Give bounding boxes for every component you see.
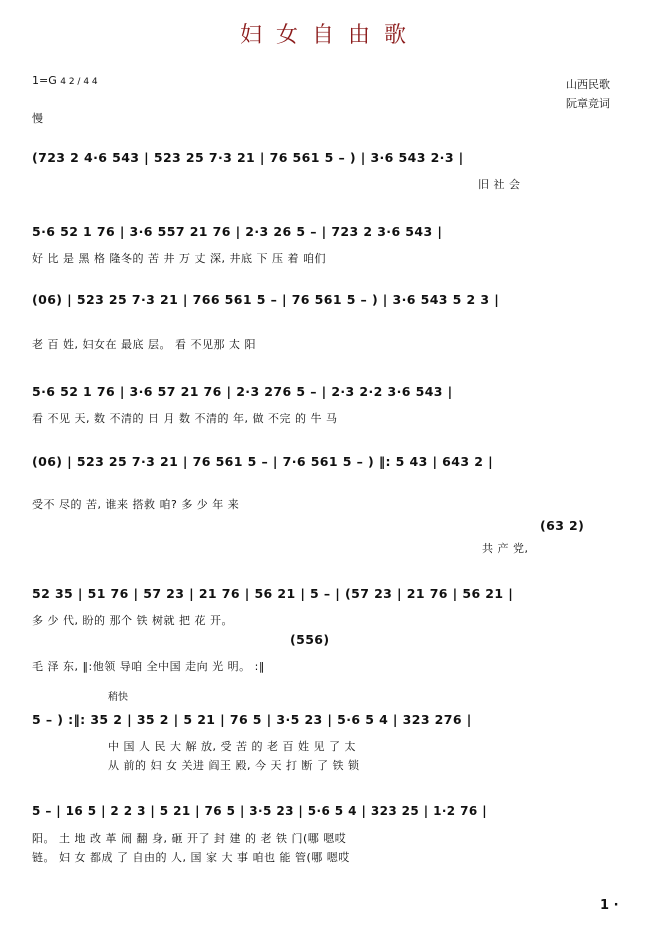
lyric-line: 中 国 人 民 大 解 放, 受 苦 的 老 百 姓 见 了 太 bbox=[108, 740, 356, 753]
lyric-line: 链。 妇 女 都成 了 自由的 人, 国 家 大 事 咱也 能 管(哪 嗯哎 bbox=[32, 851, 350, 864]
lyric-line: 好 比 是 黑 格 隆冬的 苦 井 万 丈 深, 井底 下 压 着 咱们 bbox=[32, 252, 326, 265]
page-number: 1 · bbox=[600, 898, 619, 913]
notation-row: 5 – ) :‖: 35 2 | 35 2 | 5 21 | 76 5 | 3·5 23 | 5·6 5 4 | 323 276 | bbox=[32, 712, 472, 727]
notation-row: (06) | 523 25 7·3 21 | 76 561 5 – | 7·6 561 5 – ) ‖: 5 43 | 643 2 | bbox=[32, 454, 494, 469]
lyric-line: 共 产 党, bbox=[482, 542, 529, 555]
lyric-line: 看 不见 天, 数 不清的 日 月 数 不清的 年, 做 不完 的 牛 马 bbox=[32, 412, 338, 425]
tempo-mark: 慢 bbox=[32, 112, 43, 125]
alt-notation: (63 2) bbox=[540, 518, 585, 533]
key-signature bbox=[32, 74, 98, 87]
lyric-line: 受不 尽的 苦, 谁来 搭救 咱? 多 少 年 来 bbox=[32, 498, 240, 511]
lyricist-label: 阮章竞词 bbox=[566, 97, 610, 110]
lyric-line: 多 少 代, 盼的 那个 铁 树就 把 花 开。 bbox=[32, 614, 233, 627]
notation-row: 52 35 | 51 76 | 57 23 | 21 76 | 56 21 | 5 – | (57 23 | 21 76 | 56 21 | bbox=[32, 586, 514, 601]
notation-row: 5 – | 16 5 | 2 2 3 | 5 21 | 76 5 | 3·5 23 | 5·6 5 4 | 323 25 | 1·2 76 | bbox=[32, 804, 487, 818]
lyric-line: 老 百 姓, 妇女在 最底 层。 看 不见那 太 阳 bbox=[32, 338, 256, 351]
lyric-line: 毛 泽 东, ‖:他领 导咱 全中国 走向 光 明。 :‖ bbox=[32, 660, 265, 673]
lyric-line: 从 前的 妇 女 关进 阎王 殿, 今 天 打 断 了 铁 锁 bbox=[108, 759, 360, 772]
notation-row: 5·6 52 1 76 | 3·6 557 21 76 | 2·3 26 5 – | 723 2 3·6 543 | bbox=[32, 224, 443, 239]
page-title: 妇女自由歌 bbox=[239, 23, 420, 48]
notation-row: 5·6 52 1 76 | 3·6 57 21 76 | 2·3 276 5 – | 2·3 2·2 3·6 543 | bbox=[32, 384, 453, 399]
notation-row: (723 2 4·6 543 | 523 25 7·3 21 | 76 561 5 – ) | 3·6 543 2·3 | bbox=[32, 150, 464, 165]
tempo-change: 稍快 bbox=[108, 692, 128, 703]
lyric-line: 阳。 土 地 改 革 闹 翻 身, 砸 开了 封 建 的 老 铁 门(哪 嗯哎 bbox=[32, 832, 347, 845]
alt-notation: (556) bbox=[290, 632, 330, 647]
notation-row: (06) | 523 25 7·3 21 | 766 561 5 – | 76 561 5 – ) | 3·6 543 5 2 3 | bbox=[32, 292, 500, 307]
lyric-line: 旧 社 会 bbox=[478, 178, 521, 191]
key-signature-label: 1=G bbox=[32, 74, 57, 87]
source-label: 山西民歌 bbox=[566, 78, 610, 91]
time-signature: 4 2 / 4 4 bbox=[60, 77, 98, 87]
